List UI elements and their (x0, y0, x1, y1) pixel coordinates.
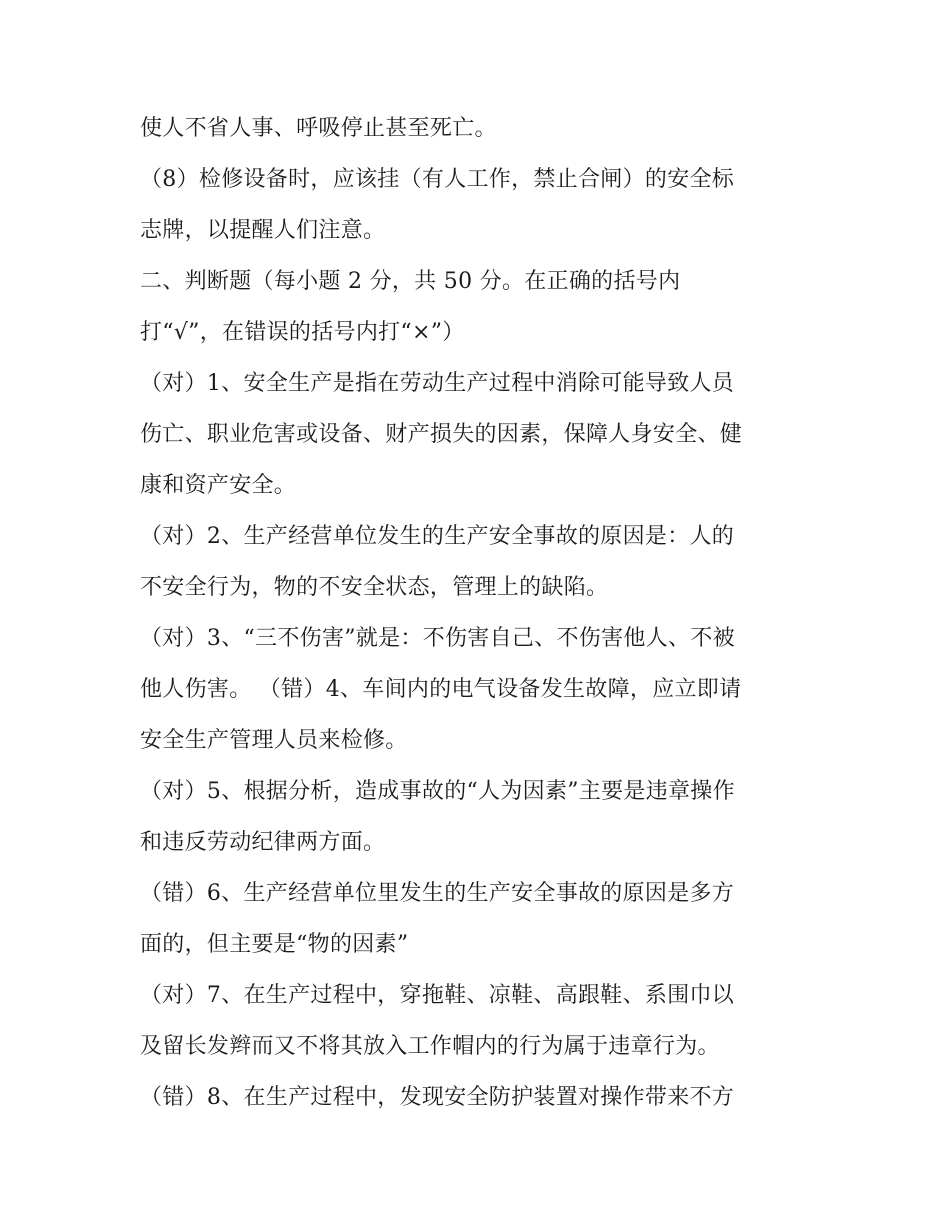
text-line: 志牌，以提醒人们注意。 (140, 218, 386, 243)
text-line: 及留长发辫而又不将其放入工作帽内的行为属于违章行为。 (140, 1034, 720, 1059)
text-line: 使人不省人事、呼吸停止甚至死亡。 (140, 116, 497, 141)
section-heading-continued: 打“√”，在错误的括号内打“×”） (140, 320, 465, 345)
text-line: 和违反劳动纪律两方面。 (140, 830, 386, 855)
question-8: （错）8、在生产过程中，发现安全防护装置对操作带来不方 (140, 1085, 735, 1110)
question-3: （对）3、“三不伤害”就是：不伤害自己、不伤害他人、不被 (140, 626, 735, 651)
question-4: 他人伤害。 （错）4、车间内的电气设备发生故障，应立即请 (140, 677, 742, 702)
question-6: （错）6、生产经营单位里发生的生产安全事故的原因是多方 (140, 881, 735, 906)
text-line: 面的，但主要是“物的因素” (140, 932, 409, 957)
text-line: 不安全行为，物的不安全状态，管理上的缺陷。 (140, 575, 609, 600)
text-line: 安全生产管理人员来检修。 (140, 728, 408, 753)
question-2: （对）2、生产经营单位发生的生产安全事故的原因是：人的 (140, 524, 735, 549)
text-line: 康和资产安全。 (140, 473, 297, 498)
text-line: （8）检修设备时，应该挂（有人工作，禁止合闸）的安全标 (140, 167, 735, 192)
section-heading: 二、判断题（每小题 2 分，共 50 分。在正确的括号内 (140, 269, 681, 294)
question-7: （对）7、在生产过程中，穿拖鞋、凉鞋、高跟鞋、系围巾以 (140, 983, 735, 1008)
question-5: （对）5、根据分析，造成事故的“人为因素”主要是违章操作 (140, 779, 735, 804)
document-body (140, 107, 830, 1127)
question-1: （对）1、安全生产是指在劳动生产过程中消除可能导致人员 (140, 371, 735, 396)
text-line: 伤亡、职业危害或设备、财产损失的因素，保障人身安全、健 (140, 422, 743, 447)
